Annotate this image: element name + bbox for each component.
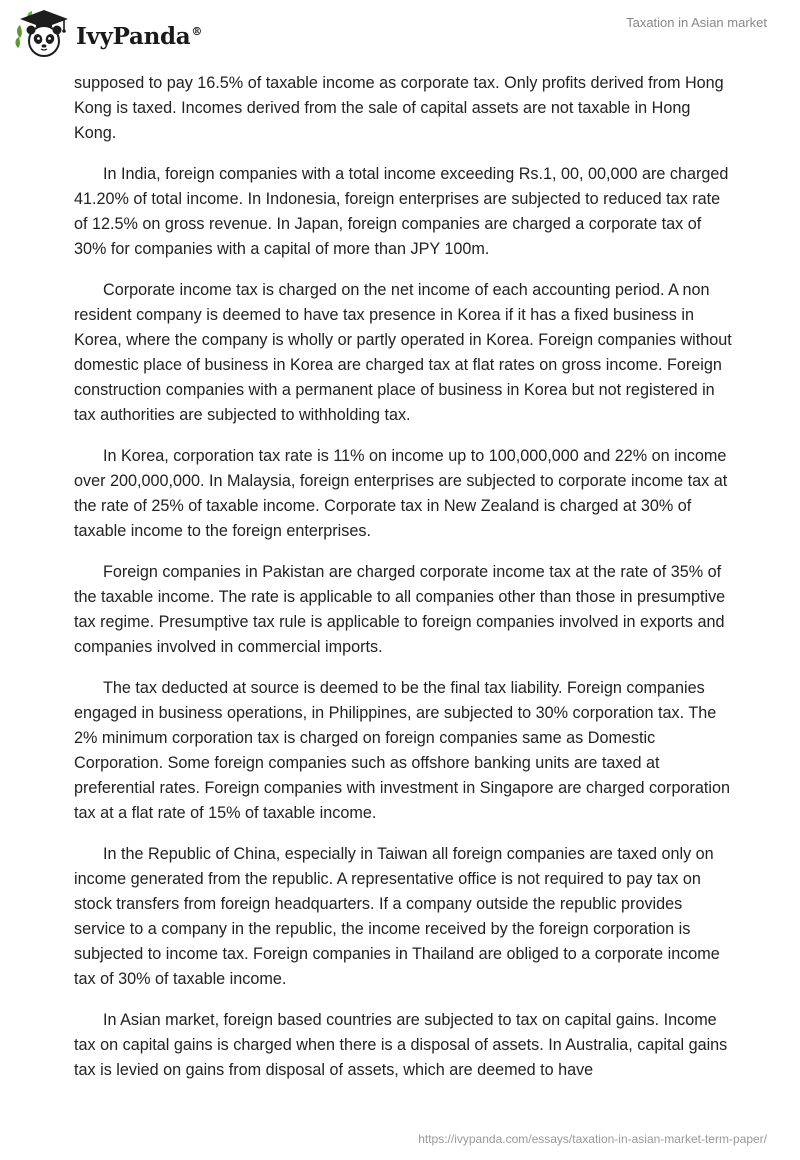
panda-graduate-icon — [14, 8, 74, 60]
document-title: Taxation in Asian market — [626, 15, 767, 30]
paragraph-1: supposed to pay 16.5% of taxable income as corporate tax. Only profits derived from Hong Kong is taxed. Incomes derived from the sale of capital assets are not taxable in Hong Kong. — [74, 74, 724, 142]
brand-name: IvyPanda® — [76, 22, 203, 50]
paragraph-4: In Korea, corporation tax rate is 11% on income up to 100,000,000 and 22% on income over 200,000,000. In Malaysia, foreign enterprises are subjected to corporate income tax at the rate of 25% of taxable income. Corporate tax in New Zealand is charged at 30% of taxable income to the foreign enterprises. — [74, 447, 728, 540]
paragraph-6: The tax deducted at source is deemed to be the final tax liability. Foreign companies engaged in business operations, in Philippines, are subjected to 30% corporation tax. The 2% minimum corporation tax is charged on foreign companies same as Domestic Corporation. Some foreign companies such as offshore banking units are taxed at preferential rates. Foreign companies with investment in Singapore are charged corporation tax at a flat rate of 15% of taxable income. — [74, 679, 730, 822]
paragraph-7: In the Republic of China, especially in Taiwan all foreign companies are taxed only on income generated from the republic. A representative office is not required to pay tax on stock transfers from foreign headquarters. If a company outside the republic provides service to a company in the republic, the income received by the foreign corporation is subjected to income tax. Foreign companies in Thailand are obliged to a corporate income tax of 30% of taxable income. — [74, 845, 720, 988]
ivypanda-logo[interactable] — [14, 8, 202, 60]
paragraph-8: In Asian market, foreign based countries are subjected to tax on capital gains. Income tax on capital gains is charged when there is a disposal of assets. In Australia, capital gains tax is levied on gains from disposal of assets, which are deemed to have — [74, 1011, 728, 1079]
page-header — [0, 0, 800, 70]
source-url[interactable]: https://ivypanda.com/essays/taxation-in-asian-market-term-paper/ — [418, 1132, 767, 1146]
paragraph-2: In India, foreign companies with a total income exceeding Rs.1, 00, 00,000 are charged 41.20% of total income. In Indonesia, foreign enterprises are subjected to reduced tax rate of 12.5% on gross revenue. In Japan, foreign companies are charged a corporate tax of 30% for companies with a capital of more than JPY 100m. — [74, 165, 729, 258]
paragraph-3: Corporate income tax is charged on the net income of each accounting period. A non resident company is deemed to have tax presence in Korea if it has a fixed business in Korea, where the company is wholly or partly operated in Korea. Foreign companies without domestic place of business in Korea are charged tax at flat rates on gross income. Foreign construction companies with a permanent place of business in Korea but not registered in tax authorities are subjected to withholding tax. — [74, 281, 732, 424]
paragraph-5: Foreign companies in Pakistan are charged corporate income tax at the rate of 35% of the taxable income. The rate is applicable to all companies other than those in presumptive tax regime. Presumptive tax rule is applicable to foreign companies involved in exports and companies involved in commercial imports. — [74, 563, 726, 656]
essay-body — [74, 71, 736, 1099]
